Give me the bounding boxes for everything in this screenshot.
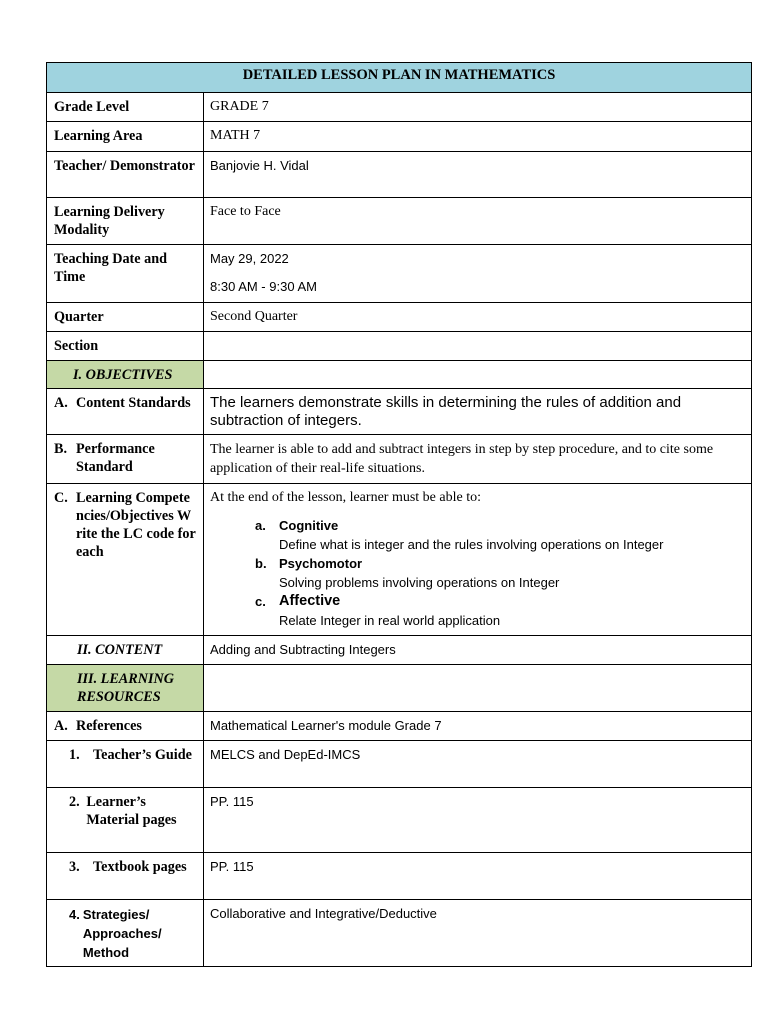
title-row [47, 63, 752, 93]
modality-value: Face to Face [204, 198, 752, 244]
quarter-label: Quarter [47, 303, 204, 331]
performance-standard-label: Performance Standard [76, 441, 155, 475]
competencies-label: Learning Competencies/Objectives Write the LC code for each [76, 490, 196, 560]
objective-desc: Solving problems involving operations on Integer [279, 575, 560, 590]
modality-label: Learning Delivery Modality [47, 198, 204, 244]
references-row [47, 712, 752, 741]
references-value: Mathematical Learner's module Grade 7 [204, 712, 752, 740]
objectives-list [210, 516, 745, 630]
learners-material-num: 2. [69, 794, 80, 810]
teachers-guide-value: MELCS and DepEd-IMCS [204, 741, 752, 787]
learning-area-label: Learning Area [47, 122, 204, 151]
textbook-value: PP. 115 [204, 853, 752, 899]
teacher-label: Teacher/ Demonstrator [47, 152, 204, 197]
teacher-row [47, 152, 752, 198]
textbook-row [47, 853, 752, 900]
content-standards-row [47, 389, 752, 435]
section-row [47, 332, 752, 361]
learners-material-value: PP. 115 [204, 788, 752, 852]
teacher-value: Banjovie H. Vidal [204, 152, 752, 197]
content-row [47, 636, 752, 665]
strategies-cell [47, 900, 204, 966]
section-label: Section [47, 332, 204, 360]
modality-row [47, 198, 752, 245]
teachers-guide-cell [47, 741, 204, 787]
teaching-date-cell [204, 245, 752, 302]
learners-material-cell [47, 788, 204, 852]
objective-title: Affective [279, 593, 341, 609]
section-value [204, 332, 752, 360]
references-label: References [76, 718, 142, 734]
list-item [255, 554, 745, 592]
content-standards-num: A. [54, 395, 68, 411]
resources-heading: III. LEARNING RESOURCES [47, 665, 204, 711]
grade-level-value: GRADE 7 [204, 93, 752, 121]
learning-area-value: MATH 7 [204, 122, 752, 151]
teaching-time-value: 8:30 AM - 9:30 AM [210, 279, 317, 294]
competencies-num: C. [54, 490, 68, 506]
learners-material-label: Learner’s Material pages [86, 794, 177, 828]
objectives-heading: I. OBJECTIVES [47, 361, 204, 388]
teaching-date-row [47, 245, 752, 303]
strategies-value: Collaborative and Integrative/Deductive [204, 900, 752, 966]
content-value: Adding and Subtracting Integers [204, 636, 752, 664]
objective-title: Cognitive [279, 518, 339, 533]
strategies-label: Strategies/ Approaches/ Method [82, 907, 162, 960]
references-cell [47, 712, 204, 740]
textbook-label: Textbook pages [93, 859, 187, 875]
strategies-num: 4. [69, 907, 80, 922]
content-standards-label: Content Standards [76, 395, 191, 411]
objectives-heading-row [47, 361, 752, 389]
learners-material-row [47, 788, 752, 853]
resources-heading-empty [204, 665, 752, 711]
objective-letter: c. [255, 594, 266, 609]
document-title: DETAILED LESSON PLAN IN MATHEMATICS [47, 63, 752, 92]
list-item [255, 592, 745, 630]
performance-standard-num: B. [54, 441, 68, 457]
lesson-plan-table [46, 62, 752, 967]
teachers-guide-num: 1. [69, 747, 80, 763]
textbook-cell [47, 853, 204, 899]
grade-level-row [47, 93, 752, 122]
objective-desc: Relate Integer in real world application [279, 613, 501, 628]
objective-title: Psychomotor [279, 556, 363, 571]
objective-letter: b. [255, 556, 267, 571]
content-standards-value: The learners demonstrate skills in determining the rules of addition and subtraction of integers. [204, 389, 752, 434]
performance-standard-value: The learner is able to add and subtract integers in step by step procedure, and to cite some application of their real-life situations. [204, 435, 752, 483]
quarter-value: Second Quarter [204, 303, 752, 331]
textbook-num: 3. [69, 859, 80, 875]
learning-area-row [47, 122, 752, 152]
objective-letter: a. [255, 518, 266, 533]
grade-level-label: Grade Level [47, 93, 204, 121]
competencies-value [204, 484, 752, 635]
strategies-row [47, 900, 752, 967]
competencies-intro: At the end of the lesson, learner must be able to: [210, 490, 481, 505]
competencies-cell [47, 484, 204, 635]
quarter-row [47, 303, 752, 332]
teaching-date-label: Teaching Date and Time [47, 245, 204, 302]
list-item [255, 516, 745, 554]
content-standards-cell [47, 389, 204, 434]
teachers-guide-row [47, 741, 752, 788]
references-num: A. [54, 718, 68, 734]
objective-desc: Define what is integer and the rules involving operations on Integer [279, 537, 664, 552]
resources-heading-row [47, 665, 752, 712]
objectives-heading-empty [204, 361, 752, 388]
content-heading: II. CONTENT [47, 636, 204, 664]
performance-standard-row [47, 435, 752, 484]
teachers-guide-label: Teacher’s Guide [93, 747, 192, 763]
competencies-row [47, 484, 752, 636]
teaching-date-value: May 29, 2022 [210, 251, 289, 266]
performance-standard-cell [47, 435, 204, 483]
